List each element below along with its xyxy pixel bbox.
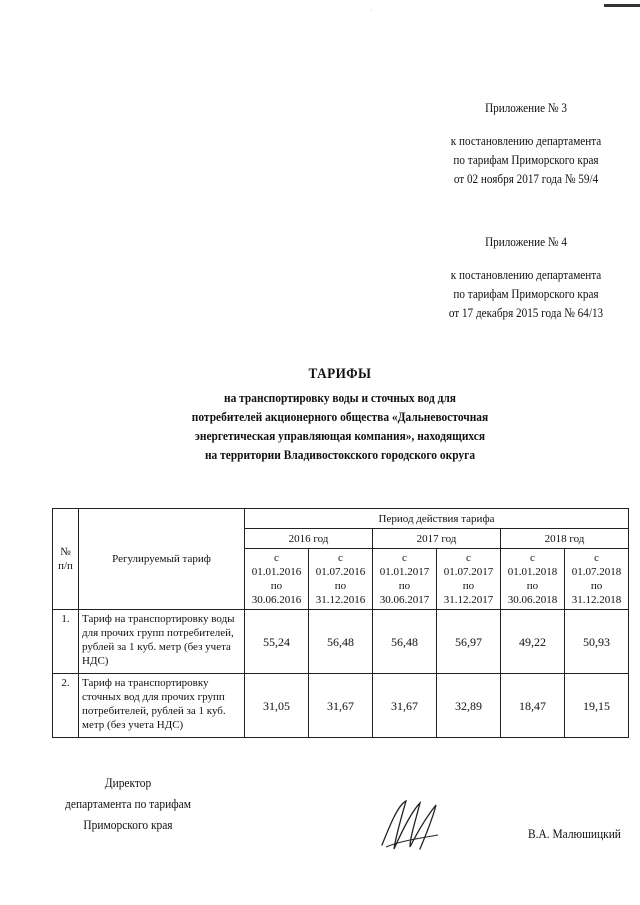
scan-speck: ·: [370, 8, 372, 14]
appendix-3-line: к постановлению департамента: [450, 133, 602, 148]
appendix-4-block: [440, 232, 612, 322]
header-year: 2016 год: [245, 529, 373, 549]
row-number: 2.: [53, 674, 79, 738]
heading-line: на транспортировку воды и сточных вод для: [224, 390, 456, 405]
row-value: 32,89: [437, 674, 501, 738]
director-department: департамента по тарифам: [65, 796, 191, 811]
row-value: 56,48: [373, 610, 437, 674]
row-tariff-name: Тариф на транспортировку воды для прочих групп потребителей, рублей за 1 куб. метр (без учета НДС): [79, 610, 245, 674]
row-value: 49,22: [501, 610, 565, 674]
signer-name: В.А. Малюшицкий: [528, 826, 621, 841]
header-period-range: с 01.01.2016 по 30.06.2016: [245, 549, 309, 610]
director-block: [62, 772, 194, 835]
appendix-4-title: Приложение № 4: [485, 234, 567, 249]
scan-edge-mark: [604, 4, 640, 7]
row-value: 50,93: [565, 610, 629, 674]
row-value: 56,97: [437, 610, 501, 674]
header-tariff: Регулируемый тариф: [79, 509, 245, 610]
row-value: 18,47: [501, 674, 565, 738]
director-region: Приморского края: [83, 817, 173, 832]
appendix-4-line: по тарифам Приморского края: [453, 286, 599, 301]
director-title: Директор: [104, 775, 152, 790]
heading-line: энергетическая управляющая компания», находящихся: [194, 428, 486, 443]
table-row: [53, 610, 629, 674]
header-period-range: с 01.07.2018 по 31.12.2018: [565, 549, 629, 610]
appendix-3-title: Приложение № 3: [485, 100, 567, 115]
header-year: 2017 год: [373, 529, 501, 549]
row-tariff-name: Тариф на транспортировку сточных вод для прочих групп потребителей, рублей за 1 куб. метр (без учета НДС): [79, 674, 245, 738]
appendix-4-line: к постановлению департамента: [450, 267, 602, 282]
row-value: 19,15: [565, 674, 629, 738]
appendix-3-line: от 02 ноября 2017 года № 59/4: [453, 171, 599, 186]
header-period-range: с 01.01.2017 по 30.06.2017: [373, 549, 437, 610]
row-value: 31,05: [245, 674, 309, 738]
row-value: 31,67: [373, 674, 437, 738]
header-year: 2018 год: [501, 529, 629, 549]
row-value: 55,24: [245, 610, 309, 674]
header-period-range: с 01.01.2018 по 30.06.2018: [501, 549, 565, 610]
table-row: [53, 674, 629, 738]
row-number: 1.: [53, 610, 79, 674]
heading-title: ТАРИФЫ: [308, 366, 372, 382]
appendix-3-line: по тарифам Приморского края: [453, 152, 599, 167]
appendix-3-block: [440, 98, 612, 188]
header-period-range: с 01.07.2017 по 31.12.2017: [437, 549, 501, 610]
appendix-4-line: от 17 декабря 2015 года № 64/13: [448, 305, 604, 320]
row-value: 56,48: [309, 610, 373, 674]
heading-line: потребителей акционерного общества «Дальневосточная: [191, 409, 489, 424]
handwritten-signature: [376, 795, 446, 855]
row-value: 31,67: [309, 674, 373, 738]
tariffs-table: [52, 508, 629, 738]
header-period-range: с 01.07.2016 по 31.12.2016: [309, 549, 373, 610]
header-period: Период действия тарифа: [245, 509, 629, 529]
document-heading: [173, 365, 507, 464]
header-num: № п/п: [53, 509, 79, 610]
heading-line: на территории Владивостокского городского округа: [204, 447, 476, 462]
